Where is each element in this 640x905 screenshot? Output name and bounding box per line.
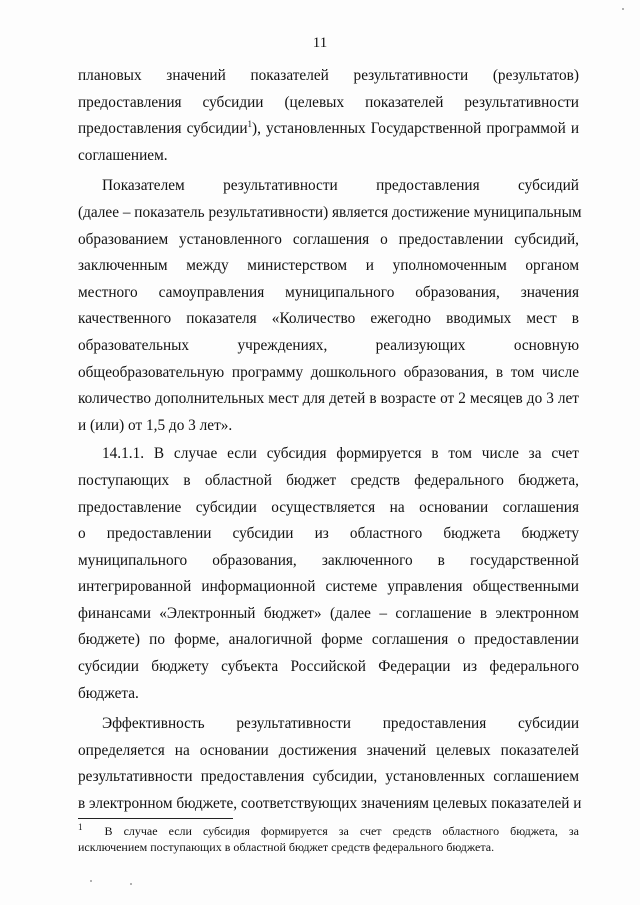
paragraph-4	[78, 711, 582, 817]
text-line: интегрированной информационной системе управления общественными	[78, 578, 579, 596]
text-line: образовательных учреждениях, реализующих основную	[78, 336, 579, 354]
scan-speck	[90, 880, 92, 882]
text-line-with-footnote-ref	[78, 116, 579, 143]
scan-speck	[622, 8, 624, 10]
text-line: (далее – показатель результативности) является достижение муниципальным	[78, 203, 582, 221]
document-body	[78, 63, 582, 818]
text-line: 14.1.1. В случае если субсидия формируется в том числе за счет	[102, 445, 579, 463]
text-line: финансами «Электронный бюджет» (далее – соглашение в электронном	[78, 604, 579, 622]
text-line: о предоставлении субсидии из областного бюджета бюджету	[78, 525, 579, 543]
footnote	[78, 823, 579, 855]
footnote-line: исключением поступающих в областной бюджет средств федерального бюджета.	[78, 840, 495, 854]
text-line: поступающих в областной бюджет средств федерального бюджета,	[78, 471, 579, 489]
scan-speck	[130, 883, 132, 885]
text-line: образованием установленного соглашения о предоставлении субсидий,	[78, 230, 579, 248]
page-number: 11	[312, 35, 328, 51]
text-fragment: предоставления субсидии	[78, 120, 248, 138]
footnote-text: В случае если субсидия формируется за счет средств областного бюджета, за	[104, 824, 580, 838]
text-line: субсидии бюджету субъекта Российской Федерации из федерального	[78, 658, 579, 676]
text-line: муниципального образования, заключенного в государственной	[78, 551, 579, 569]
text-line: Показателем результативности предоставления субсидий	[102, 177, 579, 195]
footnote-reference: 1	[247, 119, 253, 130]
text-line: в электронном бюджете, соответствующих значениям целевых показателей и	[78, 795, 582, 813]
paragraph-2	[78, 173, 582, 439]
text-line: предоставление субсидии осуществляется на основании соглашения	[78, 498, 579, 516]
text-line: предоставления субсидии (целевых показателей результативности	[78, 93, 579, 111]
text-line: местного самоуправления муниципального образования, значения	[78, 283, 579, 301]
text-line: соглашением.	[78, 146, 168, 164]
text-fragment: ), установленных Государственной программой и	[252, 120, 579, 138]
text-line: общеобразовательную программу дошкольного образования, в том числе	[78, 363, 579, 381]
text-line: результативности предоставления субсидии, установленных соглашением	[78, 768, 579, 786]
text-line: плановых значений показателей результативности (результатов)	[78, 67, 579, 84]
text-line: качественного показателя «Количество ежегодно вводимых мест в	[78, 310, 579, 328]
text-line: бюджета.	[78, 684, 139, 702]
footnote-line	[78, 823, 579, 839]
text-line: бюджете) по форме, аналогичной форме соглашения о предоставлении	[78, 631, 579, 649]
text-line: Эффективность результативности предоставления субсидии	[102, 715, 579, 733]
footnote-separator	[78, 818, 233, 819]
text-line: заключенным между министерством и уполномоченным органом	[78, 257, 579, 275]
paragraph-1	[78, 63, 579, 169]
footnote-marker: 1	[78, 822, 83, 832]
text-line: количество дополнительных мест для детей в возрасте от 2 месяцев до 3 лет	[78, 390, 579, 408]
text-line: и (или) от 1,5 до 3 лет».	[78, 416, 233, 434]
paragraph-3	[78, 441, 579, 707]
text-line: определяется на основании достижения значений целевых показателей	[78, 741, 579, 759]
